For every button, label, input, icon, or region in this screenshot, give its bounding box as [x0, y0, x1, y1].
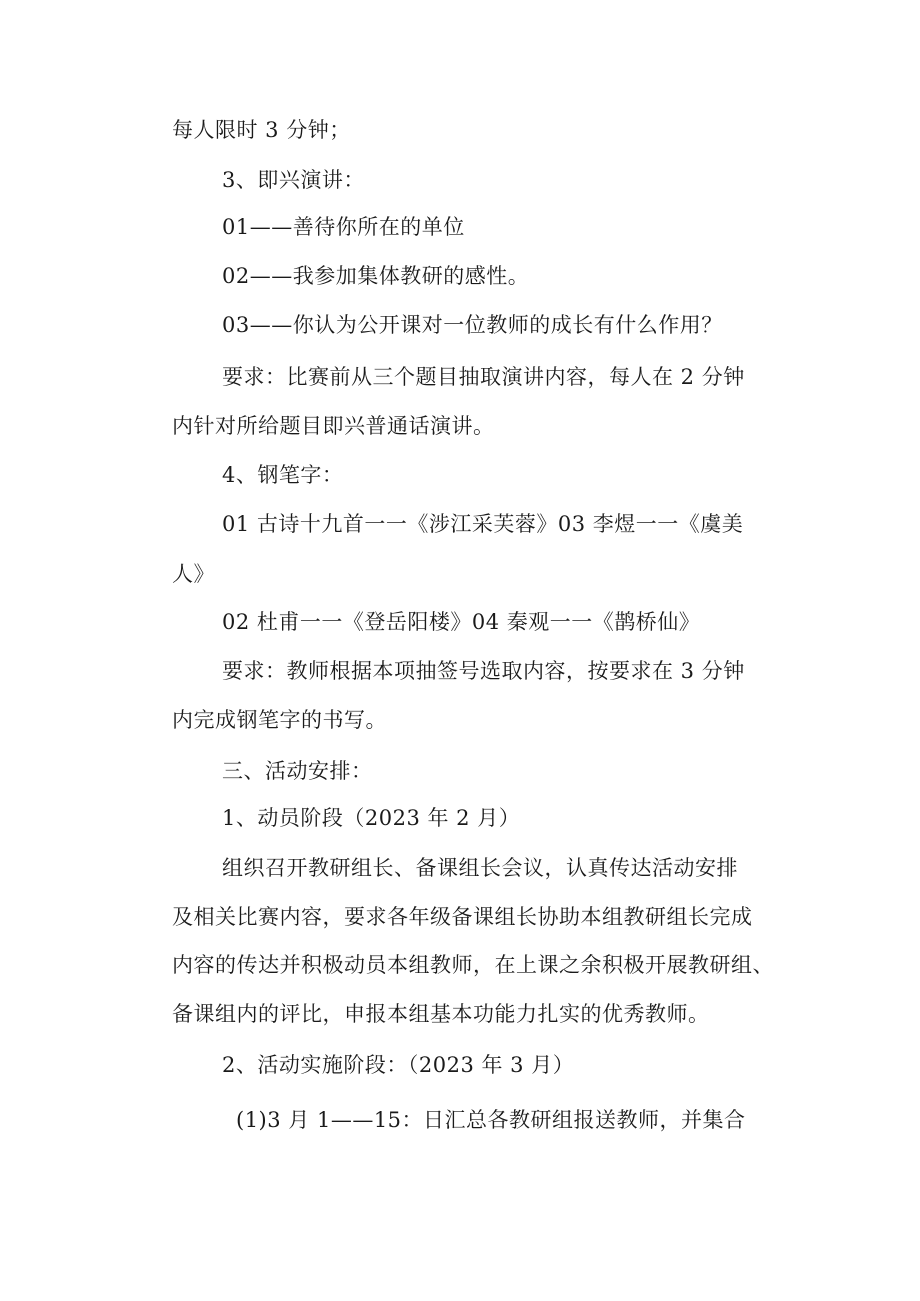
speech-topic-02: 02——我参加集体教研的感性。	[222, 264, 530, 288]
speech-topic-03: 03——你认为公开课对一位教师的成长有什么作用？	[222, 313, 723, 337]
mobilization-paragraph-line-4: 备课组内的评比，申报本组基本功能力扎实的优秀教师。	[172, 1002, 710, 1026]
stage-heading-implementation: 2、活动实施阶段：（2023 年 3 月）	[222, 1053, 575, 1077]
mobilization-paragraph-line-3: 内容的传达并积极动员本组教师，在上课之余积极开展教研组、	[172, 953, 774, 977]
calligraphy-items-line-2: 人》	[172, 562, 215, 586]
stage-heading-mobilization: 1、动员阶段（2023 年 2 月）	[222, 806, 521, 830]
mobilization-paragraph-line-1: 组织召开教研组长、备课组长会议，认真传达活动安排	[222, 856, 738, 880]
calligraphy-requirement-line-2: 内完成钢笔字的书写。	[172, 708, 387, 732]
calligraphy-items-line-1: 01 古诗十九首一一《涉江采芙蓉》03 李煜一一《虞美	[222, 512, 744, 536]
speech-requirement-line-1: 要求：比赛前从三个题目抽取演讲内容，每人在 2 分钟	[222, 365, 745, 389]
section-heading-pen-calligraphy: 4、钢笔字：	[222, 463, 344, 487]
implementation-step-1: (1)3 月 1——15：日汇总各教研组报送教师，并集合	[236, 1108, 746, 1132]
calligraphy-requirement-line-1: 要求：教师根据本项抽签号选取内容，按要求在 3 分钟	[222, 659, 745, 683]
section-heading-activity-arrangement: 三、活动安排：	[222, 759, 373, 783]
mobilization-paragraph-line-2: 及相关比赛内容，要求各年级备课组长协助本组教研组长完成	[172, 905, 753, 929]
speech-requirement-line-2: 内针对所给题目即兴普通话演讲。	[172, 414, 495, 438]
section-heading-impromptu-speech: 3、即兴演讲：	[222, 168, 365, 192]
speech-topic-01: 01——善待你所在的单位	[222, 215, 465, 239]
calligraphy-items-line-3: 02 杜甫一一《登岳阳楼》04 秦观一一《鹊桥仙》	[222, 610, 701, 634]
text-line-time-limit: 每人限时 3 分钟；	[172, 118, 351, 142]
